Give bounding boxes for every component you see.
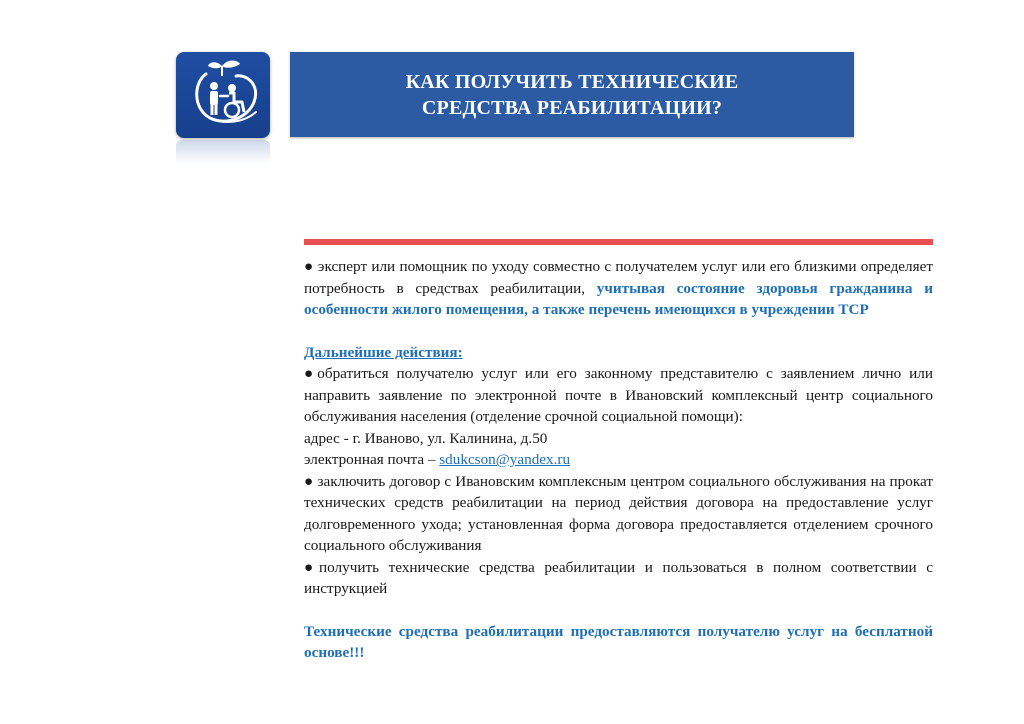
spacer	[304, 321, 933, 342]
email-link[interactable]: sdukcson@yandex.ru	[439, 451, 571, 468]
step-2-paragraph: ● заключить договор с Ивановским комплексным центром социального обслуживания на прокат технических средств реабилитации на период действия договора на предоставление услуг долговременного ухода; установленная форма договора предоставляется отделением срочного социального обслуживания	[304, 472, 933, 554]
email-label: электронная почта –	[304, 451, 440, 468]
section-divider	[304, 239, 933, 245]
email-line	[304, 449, 933, 471]
bullet: ●	[304, 258, 314, 275]
page-title-line-2: СРЕДСТВА РЕАБИЛИТАЦИИ?	[421, 96, 723, 119]
address-line: адрес - г. Иваново, ул. Калинина, д.50	[304, 429, 548, 447]
title-banner	[290, 52, 854, 137]
footer-note: Технические средства реабилитации предоставляются получателю услуг на бесплатной основе!!!	[304, 622, 933, 661]
step-1-paragraph: ●обратиться получателю услуг или его законному представителю с заявлением лично или направить заявление по электронной почте в Ивановский комплексный центр социального обслуживания населения (отделение срочной социальной помощи):	[304, 365, 933, 425]
next-steps-heading-line	[304, 342, 933, 364]
intro-highlight: учитывая состояние здоровья гражданина и особенности жилого помещения, а также перечень имеющихся в учреждении ТСР	[304, 279, 933, 318]
page-title-line-1: КАК ПОЛУЧИТЬ ТЕХНИЧЕСКИЕ	[405, 70, 739, 93]
step-3-paragraph: ●получить технические средства реабилитации и пользоваться в полном соответствии с инструкцией	[304, 558, 933, 597]
document-body	[304, 256, 933, 664]
intro-text: эксперт или помощник по уходу совместно с получателем услуг или его близкими определяет потребность в средствах реабилитации,	[304, 258, 933, 297]
logo-reflection	[176, 140, 270, 164]
disability-care-logo-icon	[176, 52, 270, 138]
logo	[176, 52, 270, 164]
spacer	[304, 600, 933, 621]
next-steps-heading: Дальнейшие действия:	[304, 343, 463, 361]
intro-paragraph	[304, 256, 933, 321]
